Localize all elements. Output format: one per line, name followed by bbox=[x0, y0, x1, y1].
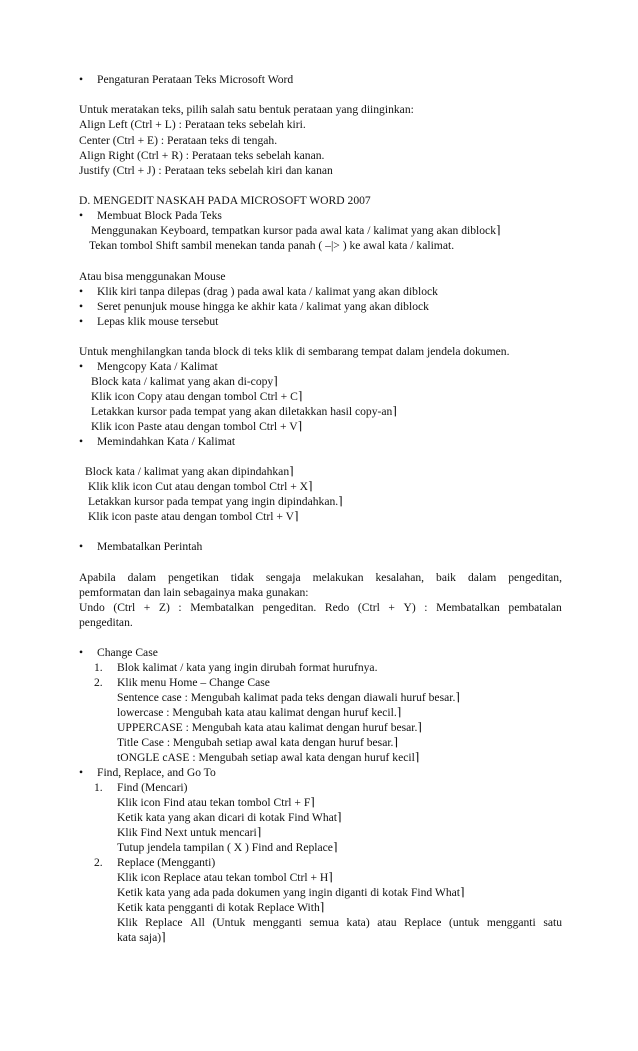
word: mengganti bbox=[252, 916, 302, 929]
bullet-title: Membatalkan Perintah bbox=[97, 540, 203, 553]
bullet: • bbox=[79, 435, 84, 448]
text-line: Sentence case : Mengubah kalimat pada teks dengan diawali huruf besar.⌉ bbox=[117, 691, 460, 704]
text-line: Klik icon Paste atau dengan tombol Ctrl + V⌉ bbox=[91, 420, 303, 433]
word: kata) bbox=[346, 916, 370, 929]
word: Replace bbox=[145, 916, 183, 929]
bullet: • bbox=[79, 540, 84, 553]
bullet: • bbox=[79, 209, 84, 222]
word: Redo bbox=[324, 601, 350, 614]
text-line: Ketik kata yang ada pada dokumen yang ingin diganti di kotak Find What⌉ bbox=[117, 886, 465, 899]
list-number: 1. bbox=[94, 781, 103, 794]
word: mengganti bbox=[486, 916, 536, 929]
text-line: lowercase : Mengubah kata atau kalimat dengan huruf kecil.⌉ bbox=[117, 706, 402, 719]
text-line: Ketik kata pengganti di kotak Replace With⌉ bbox=[117, 901, 325, 914]
list-item: Klik menu Home – Change Case bbox=[117, 676, 270, 689]
word: dalam bbox=[467, 571, 497, 584]
bullet: • bbox=[79, 315, 84, 328]
list-item: Blok kalimat / kata yang ingin dirubah format hurufnya. bbox=[117, 661, 378, 674]
list-item: Lepas klik mouse tersebut bbox=[97, 315, 219, 328]
text-line: Klik icon paste atau dengan tombol Ctrl + V⌉ bbox=[88, 510, 299, 523]
word: semua bbox=[309, 916, 339, 929]
word: + bbox=[388, 601, 395, 614]
text-line: Tutup jendela tampilan ( X ) Find and Replace⌉ bbox=[117, 841, 338, 854]
bullet-title: Membuat Block Pada Teks bbox=[97, 209, 222, 222]
word: sengaja bbox=[265, 571, 301, 584]
bullet-title: Find, Replace, and Go To bbox=[97, 766, 216, 779]
list-item: Seret penunjuk mouse hingga ke akhir kata / kalimat yang akan diblock bbox=[97, 300, 429, 313]
list-item: Find (Mencari) bbox=[117, 781, 188, 794]
word: : bbox=[424, 601, 428, 614]
justified-line bbox=[79, 571, 562, 585]
text-line: Align Right (Ctrl + R) : Perataan teks sebelah kanan. bbox=[79, 149, 325, 162]
list-number: 2. bbox=[94, 856, 103, 869]
word: kesalahan, bbox=[375, 571, 425, 584]
heading-alignment: Pengaturan Perataan Teks Microsoft Word bbox=[97, 73, 294, 86]
word: (Untuk bbox=[212, 916, 246, 929]
list-item: Replace (Mengganti) bbox=[117, 856, 216, 869]
word: Membatalkan bbox=[190, 601, 254, 614]
word: satu bbox=[543, 916, 562, 929]
list-item: Klik kiri tanpa dilepas (drag ) pada awal kata / kalimat yang akan diblock bbox=[97, 285, 438, 298]
text-line: Title Case : Mengubah setiap awal kata dengan huruf besar.⌉ bbox=[117, 736, 398, 749]
bullet-title: Memindahkan Kata / Kalimat bbox=[97, 435, 236, 448]
text-line: Tekan tombol Shift sambil menekan tanda panah ( –|> ) ke awal kata / kalimat. bbox=[89, 239, 455, 252]
bullet: • bbox=[79, 285, 84, 298]
word: (Ctrl bbox=[357, 601, 380, 614]
word: Apabila bbox=[79, 571, 116, 584]
text-line: Klik icon Find atau tekan tombol Ctrl + F⌉ bbox=[117, 796, 315, 809]
text-line: Center (Ctrl + E) : Perataan teks di tengah. bbox=[79, 134, 278, 147]
bullet: • bbox=[79, 73, 84, 86]
text-line: Align Left (Ctrl + L) : Perataan teks sebelah kiri. bbox=[79, 118, 306, 131]
word: Y) bbox=[403, 601, 416, 614]
word: dalam bbox=[127, 571, 156, 584]
text-line: Block kata / kalimat yang akan di-copy⌉ bbox=[91, 375, 278, 388]
paragraph: Atau bisa menggunakan Mouse bbox=[79, 270, 226, 283]
word: melakukan bbox=[312, 571, 364, 584]
paragraph: Untuk menghilangkan tanda block di teks klik di sembarang tempat dalam jendela dokumen. bbox=[79, 345, 510, 358]
word: (untuk bbox=[448, 916, 480, 929]
word: baik bbox=[436, 571, 456, 584]
word: All bbox=[190, 916, 205, 929]
word: Undo bbox=[79, 601, 105, 614]
text-line: Block kata / kalimat yang akan dipindahkan⌉ bbox=[85, 465, 294, 478]
word: Klik bbox=[117, 916, 138, 929]
text-line: kata saja)⌉ bbox=[117, 931, 166, 944]
text-line: Justify (Ctrl + J) : Perataan teks sebelah kiri dan kanan bbox=[79, 164, 333, 177]
text-line: tONGLE cASE : Mengubah setiap awal kata dengan huruf kecil⌉ bbox=[117, 751, 420, 764]
word: Membatalkan bbox=[436, 601, 500, 614]
text-line: Klik Find Next untuk mencari⌉ bbox=[117, 826, 262, 839]
bullet: • bbox=[79, 360, 84, 373]
bullet: • bbox=[79, 300, 84, 313]
word: : bbox=[178, 601, 182, 614]
word: pembatalan bbox=[508, 601, 562, 614]
word: pengeditan. bbox=[262, 601, 317, 614]
text-line: Letakkan kursor pada tempat yang ingin dipindahkan.⌉ bbox=[88, 495, 343, 508]
word: pengeditan, bbox=[508, 571, 562, 584]
word: Z) bbox=[158, 601, 170, 614]
text-line: Menggunakan Keyboard, tempatkan kursor pada awal kata / kalimat yang akan diblock⌉ bbox=[91, 224, 501, 237]
justified-line bbox=[117, 916, 562, 930]
text-line: Letakkan kursor pada tempat yang akan diletakkan hasil copy-an⌉ bbox=[91, 405, 397, 418]
text-line: UPPERCASE : Mengubah kata atau kalimat dengan huruf besar.⌉ bbox=[117, 721, 422, 734]
text-line: Klik icon Copy atau dengan tombol Ctrl + C⌉ bbox=[91, 390, 303, 403]
bullet: • bbox=[79, 766, 84, 779]
text-line: pengeditan. bbox=[79, 616, 133, 629]
text-line: Klik klik icon Cut atau dengan tombol Ctrl + X⌉ bbox=[88, 480, 313, 493]
word: Replace bbox=[404, 916, 442, 929]
word: (Ctrl bbox=[113, 601, 136, 614]
list-number: 2. bbox=[94, 676, 103, 689]
word: + bbox=[143, 601, 151, 614]
section-heading: D. MENGEDIT NASKAH PADA MICROSOFT WORD 2007 bbox=[79, 194, 371, 207]
word: atau bbox=[377, 916, 397, 929]
list-number: 1. bbox=[94, 661, 103, 674]
text-line: Ketik kata yang akan dicari di kotak Find What⌉ bbox=[117, 811, 342, 824]
word: pengetikan bbox=[167, 571, 219, 584]
bullet: • bbox=[79, 646, 84, 659]
text-line: pemformatan dan lain sebagainya maka gunakan: bbox=[79, 586, 309, 599]
paragraph: Untuk meratakan teks, pilih salah satu bentuk perataan yang diinginkan: bbox=[79, 103, 414, 116]
word: tidak bbox=[230, 571, 254, 584]
text-line: Klik icon Replace atau tekan tombol Ctrl + H⌉ bbox=[117, 871, 333, 884]
justified-line bbox=[79, 601, 562, 615]
bullet-title: Mengcopy Kata / Kalimat bbox=[97, 360, 218, 373]
bullet-title: Change Case bbox=[97, 646, 158, 659]
